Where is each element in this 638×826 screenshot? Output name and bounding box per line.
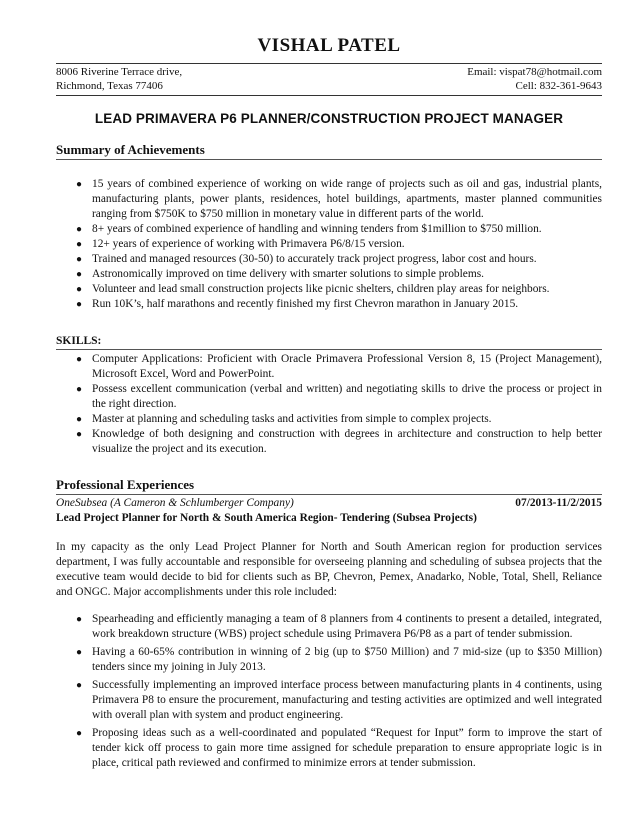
list-item: ● Volunteer and lead small construction projects like picnic shelters, children play areas for neighbors. — [76, 283, 550, 295]
candidate-name: VISHAL PATEL — [257, 35, 401, 56]
summary-title: Summary of Achievements — [56, 142, 602, 160]
list-item: ● 15 years of combined experience of working on wide range of projects such as oil and gas, industrial plants, manufacturing plants, power plants, residences, hotel buildings, apartments, master planned communities ranging from $750K to $750 million in monetary value in different parts of the world. — [76, 178, 602, 220]
job-intro: In my capacity as the only Lead Project Planner for North and South American region for production services department, I was fully accountable and responsible for overseeing planning and scheduling of subsea projects that the executive team would decide to bid for clients such as BP, Chevron, Pemex, Anadarko, Noble, Total, Shell, Reliance and ONGC. Major accomplishments under this role included: — [56, 541, 602, 598]
list-item: ● Master at planning and scheduling tasks and activities from simple to complex projects. — [76, 413, 492, 425]
bullet-icon: ● — [76, 254, 83, 265]
list-item: ● 8+ years of combined experience of handling and winning tenders from $1million to $750 million. — [76, 223, 542, 235]
job-role: Lead Project Planner for North & South America Region- Tendering (Subsea Projects) — [56, 512, 477, 524]
list-item: ● Astronomically improved on time delivery with smarter solutions to simple problems. — [76, 268, 484, 280]
bullet-icon: ● — [76, 284, 83, 295]
bullet-icon: ● — [76, 728, 83, 739]
summary-list — [56, 177, 602, 312]
company-name: OneSubsea (A Cameron & Schlumberger Company) — [56, 497, 294, 509]
list-item: ● Trained and managed resources (30-50) to accurately track project progress, labor cost and hours. — [76, 253, 537, 265]
list-item: ● Possess excellent communication (verbal and written) and negotiating skills to drive the process or project in the right direction. — [76, 383, 602, 410]
address-line-2: Richmond, Texas 77406 — [56, 80, 163, 92]
contact-block — [56, 63, 602, 96]
list-item: ● Proposing ideas such as a well-coordinated and populated “Request for Input” form to improve the start of tender kick off process to gain more time assigned for schedule preparation to ensure appropriate logic is in place, critical path reviewed and confirmed to minimize errors at tender submission. — [76, 727, 602, 769]
bullet-icon: ● — [76, 429, 83, 440]
bullet-icon: ● — [76, 299, 83, 310]
skills-list — [56, 352, 602, 457]
job-dates: 07/2013-11/2/2015 — [515, 497, 602, 509]
cell-text: Cell: 832-361-9643 — [515, 80, 602, 92]
bullet-icon: ● — [76, 354, 83, 365]
bullet-icon: ● — [76, 384, 83, 395]
list-item: ● Computer Applications: Proficient with Oracle Primavera Professional Version 8, 15 (Project Management), Microsoft Excel, Word and PowerPoint. — [76, 353, 602, 380]
address-line-1: 8006 Riverine Terrace drive, — [56, 66, 183, 78]
accomplishments-list — [56, 612, 602, 771]
email-text: Email: vispat78@hotmail.com — [467, 66, 602, 78]
bullet-icon: ● — [76, 179, 83, 190]
resume-page — [56, 0, 602, 774]
list-item: ● Spearheading and efficiently managing a team of 8 planners from 4 continents to present a detailed, integrated, work breakdown structure (WBS) project schedule using Primavera P6/P8 as a part of tender submission. — [76, 613, 602, 640]
bullet-icon: ● — [76, 269, 83, 280]
list-item: ● Having a 60-65% contribution in winning of 2 big (up to $750 Million) and 7 mid-size (up to $350 Million) tenders since my joining in July 2013. — [76, 646, 602, 673]
list-item: ● Knowledge of both designing and construction with degrees in architecture and construction to help better visualize the project and its execution. — [76, 428, 602, 455]
bullet-icon: ● — [76, 224, 83, 235]
bullet-icon: ● — [76, 647, 83, 658]
list-item: ● Successfully implementing an improved interface process between manufacturing plants in 4 continents, using Primavera P8 to ensure the procurement, manufacturing and testing activities are optimized and well integrated with overall plan with system and product engineering. — [76, 679, 602, 721]
bullet-icon: ● — [76, 614, 83, 625]
job-header — [56, 496, 602, 511]
bullet-icon: ● — [76, 680, 83, 691]
skills-title: SKILLS: — [56, 334, 602, 350]
headline: LEAD PRIMAVERA P6 PLANNER/CONSTRUCTION PROJECT MANAGER — [94, 111, 564, 126]
list-item: ● Run 10K’s, half marathons and recently finished my first Chevron marathon in January 2015. — [76, 298, 519, 310]
experience-title: Professional Experiences — [56, 477, 602, 495]
list-item: ● 12+ years of experience of working with Primavera P6/8/15 version. — [76, 238, 405, 250]
bullet-icon: ● — [76, 239, 83, 250]
bullet-icon: ● — [76, 414, 83, 425]
